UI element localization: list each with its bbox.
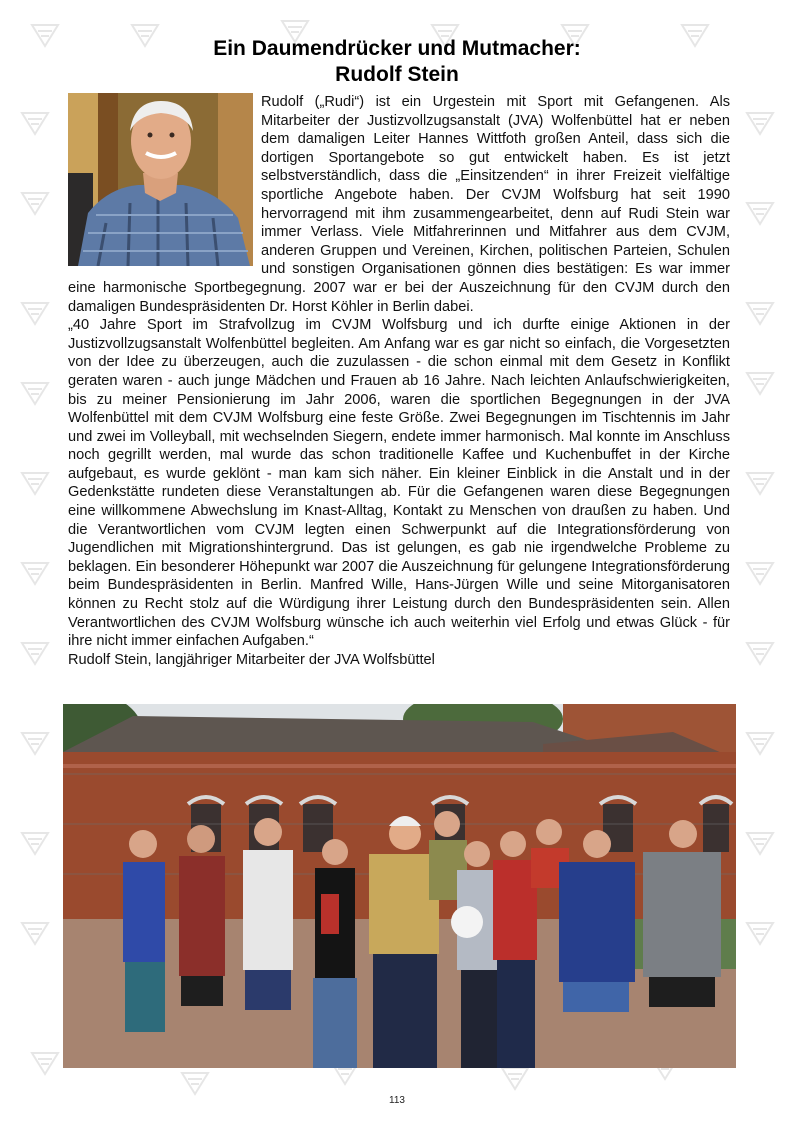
watermark-logo-icon [20,470,50,496]
portrait-image [68,93,253,266]
article-body [68,93,730,669]
watermark-logo-icon [20,300,50,326]
watermark-logo-icon [20,730,50,756]
watermark-logo-icon [745,560,775,586]
title-line-2: Rudolf Stein [335,63,459,86]
watermark-logo-icon [745,110,775,136]
watermark-logo-icon [745,370,775,396]
page-title [0,36,794,88]
watermark-logo-icon [20,830,50,856]
watermark-logo-icon [180,1070,210,1096]
watermark-logo-icon [20,110,50,136]
watermark-logo-icon [20,560,50,586]
watermark-logo-icon [30,1050,60,1076]
watermark-logo-icon [20,640,50,666]
watermark-logo-icon [20,380,50,406]
article-paragraph-2: „40 Jahre Sport im Strafvollzug im CVJM Wolfsburg und ich durfte einige Aktionen in der Justizvollzugsanstalt Wolfenbüttel begleiten. Am Anfang war es gar nicht so einfach, die Vorgesetzten von der Idee zu überzeugen, auch die zuzulassen - die schon einmal mit dem Gesetz in Konflikt geraten waren - auch junge Mädchen und Frauen ab 16 Jahre. Nach leichten Anlaufschwierigkeiten, bis zu meiner Pensionierung im Jahr 2006, waren die sportlichen Begegnungen in der JVA Wolfenbüttel mit dem CVJM Wolfsburg eine feste Größe. Zwei Begegnungen im Tischtennis im Jahr und zwei im Volleyball, mit wechselnden Siegern, endete immer harmonisch. Mal konnte im Anschluss noch gegrillt werden, mal wurde das schon traditionelle Kaffee und Kuchenbuffet in der Kirche aufgebaut, es wurde geklönt - man kam sich näher. Ein kleiner Einblick in die Anstalt und in der Gedenkstätte rundeten diese Veranstaltungen ab. Für die Gefangenen waren diese Begegnungen eine willkommene Abwechslung im Knast-Alltag, Kontakt zu Menschen von draußen zu haben. Und die Verantwortlichen vom CVJM legten einen Schwerpunkt auf die Integrationsförderung von Jugendlichen mit Migrationshintergrund. Das ist gelungen, es gab nie irgendwelche Probleme zu beklagen. Ein besonderer Höhepunkt war 2007 die Auszeichnung für gelungene Integrationsförderung beim Bundespräsidenten in Berlin. Manfred Wille, Hans-Jürgen Wille und seine Mitorganisatoren können zu Recht stolz auf die Würdigung ihrer Leistung durch den Bundespräsidenten sein. Allen Verantwortlichen des CVJM Wolfsburg wünsche ich auch weiterhin viel Erfolg und etwas Glück - für ihre nicht immer einfachen Aufgaben.“ [68,317,730,650]
page-number: 113 [389,1095,405,1106]
team-group-photo [63,704,736,1068]
watermark-logo-icon [20,190,50,216]
watermark-logo-icon [745,300,775,326]
article-signature: Rudolf Stein, langjähriger Mitarbeiter der JVA Wolfsbüttel [68,651,435,668]
portrait-photo [68,93,253,266]
title-line-1: Ein Daumendrücker und Mutmacher: [213,37,581,60]
watermark-logo-icon [745,200,775,226]
watermark-logo-icon [745,830,775,856]
watermark-logo-icon [745,730,775,756]
article-paragraph-1: Rudolf („Rudi“) ist ein Urgestein mit Sport mit Gefangenen. Als Mitarbeiter der Justizvollzugsanstalt (JVA) Wolfenbüttel hat er neben dem damaligen Leiter Hannes Wittfoth großen Anteil, dass sich die dortigen Sportangebote so gut entwickelt haben. Es ist jetzt selbstverständlich, dass die „Einsitzenden“ in ihrer Freizeit vielfältige sportliche Angebote haben. Der CVJM Wolfsburg hat seit 1990 hervorragend mit ihm zusammengearbeitet, denn auf Rudi Stein war immer Verlass. Viele Mitfahrerinnen und Mitfahrer aus dem CVJM, anderen Gruppen und Vereinen, Kirchen, politischen Parteien, Schulen und sonstigen Organisationen gönnen dies bestätigen: Es war immer eine harmonische Sportbegegnung. 2007 war er bei der Auszeichnung für den CVJM durch den damaligen Bundespräsidenten Dr. Horst Köhler in Berlin dabei. [68,94,730,315]
group-photo-image [63,704,736,1068]
watermark-logo-icon [500,1065,530,1091]
watermark-logo-icon [745,470,775,496]
watermark-logo-icon [20,920,50,946]
watermark-logo-icon [745,640,775,666]
watermark-logo-icon [745,920,775,946]
